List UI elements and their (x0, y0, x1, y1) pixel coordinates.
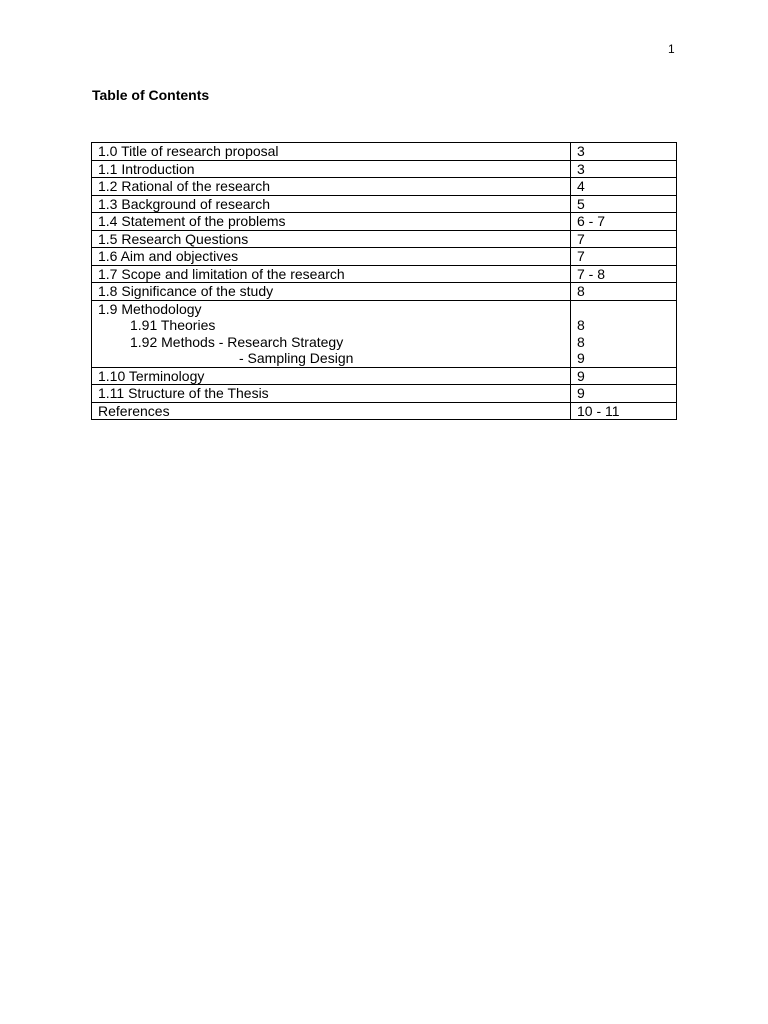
table-row (92, 402, 677, 420)
toc-section: 1.8 Significance of the study (92, 283, 571, 301)
toc-section: References (92, 402, 571, 420)
table-row (92, 160, 677, 178)
toc-section-group (92, 300, 571, 367)
toc-page: 7 (571, 248, 677, 266)
toc-section: 1.6 Aim and objectives (92, 248, 571, 266)
document-title: Table of Contents (92, 87, 210, 103)
toc-page: 4 (571, 178, 677, 196)
toc-section: 1.7 Scope and limitation of the research (92, 265, 571, 283)
table-row (92, 283, 677, 301)
toc-subpage: 9 (577, 350, 585, 366)
toc-page: 9 (571, 385, 677, 403)
table-row (92, 385, 677, 403)
table-row (92, 230, 677, 248)
toc-section: 1.1 Introduction (92, 160, 571, 178)
toc-section: 1.2 Rational of the research (92, 178, 571, 196)
toc-page: 10 - 11 (571, 402, 677, 420)
toc-page: 8 (571, 283, 677, 301)
toc-subsection: - Sampling Design (239, 350, 354, 366)
toc-page (577, 301, 676, 318)
table-of-contents (91, 142, 677, 420)
table-row (92, 265, 677, 283)
toc-page: 3 (571, 143, 677, 161)
toc-section: 1.11 Structure of the Thesis (92, 385, 571, 403)
toc-subpage: 8 (577, 317, 585, 333)
toc-subpage: 8 (577, 333, 585, 350)
table-row (92, 248, 677, 266)
toc-page: 9 (571, 367, 677, 385)
table-row (92, 367, 677, 385)
page-number: 1 (668, 42, 675, 56)
toc-section: 1.10 Terminology (92, 367, 571, 385)
toc-page-group (571, 300, 677, 367)
toc-section: 1.5 Research Questions (92, 230, 571, 248)
toc-section: 1.4 Statement of the problems (92, 213, 571, 231)
table-row (92, 213, 677, 231)
toc-section: 1.0 Title of research proposal (92, 143, 571, 161)
toc-subsection: 1.91 Theories (130, 317, 216, 333)
table-row (92, 300, 677, 367)
toc-page: 5 (571, 195, 677, 213)
toc-page: 7 (571, 230, 677, 248)
table-row (92, 195, 677, 213)
toc-section: 1.3 Background of research (92, 195, 571, 213)
toc-section: 1.9 Methodology (98, 300, 202, 317)
table-row (92, 178, 677, 196)
table-row (92, 143, 677, 161)
toc-page: 3 (571, 160, 677, 178)
toc-page: 6 - 7 (571, 213, 677, 231)
toc-subsection: 1.92 Methods - Research Strategy (130, 333, 344, 350)
toc-page: 7 - 8 (571, 265, 677, 283)
